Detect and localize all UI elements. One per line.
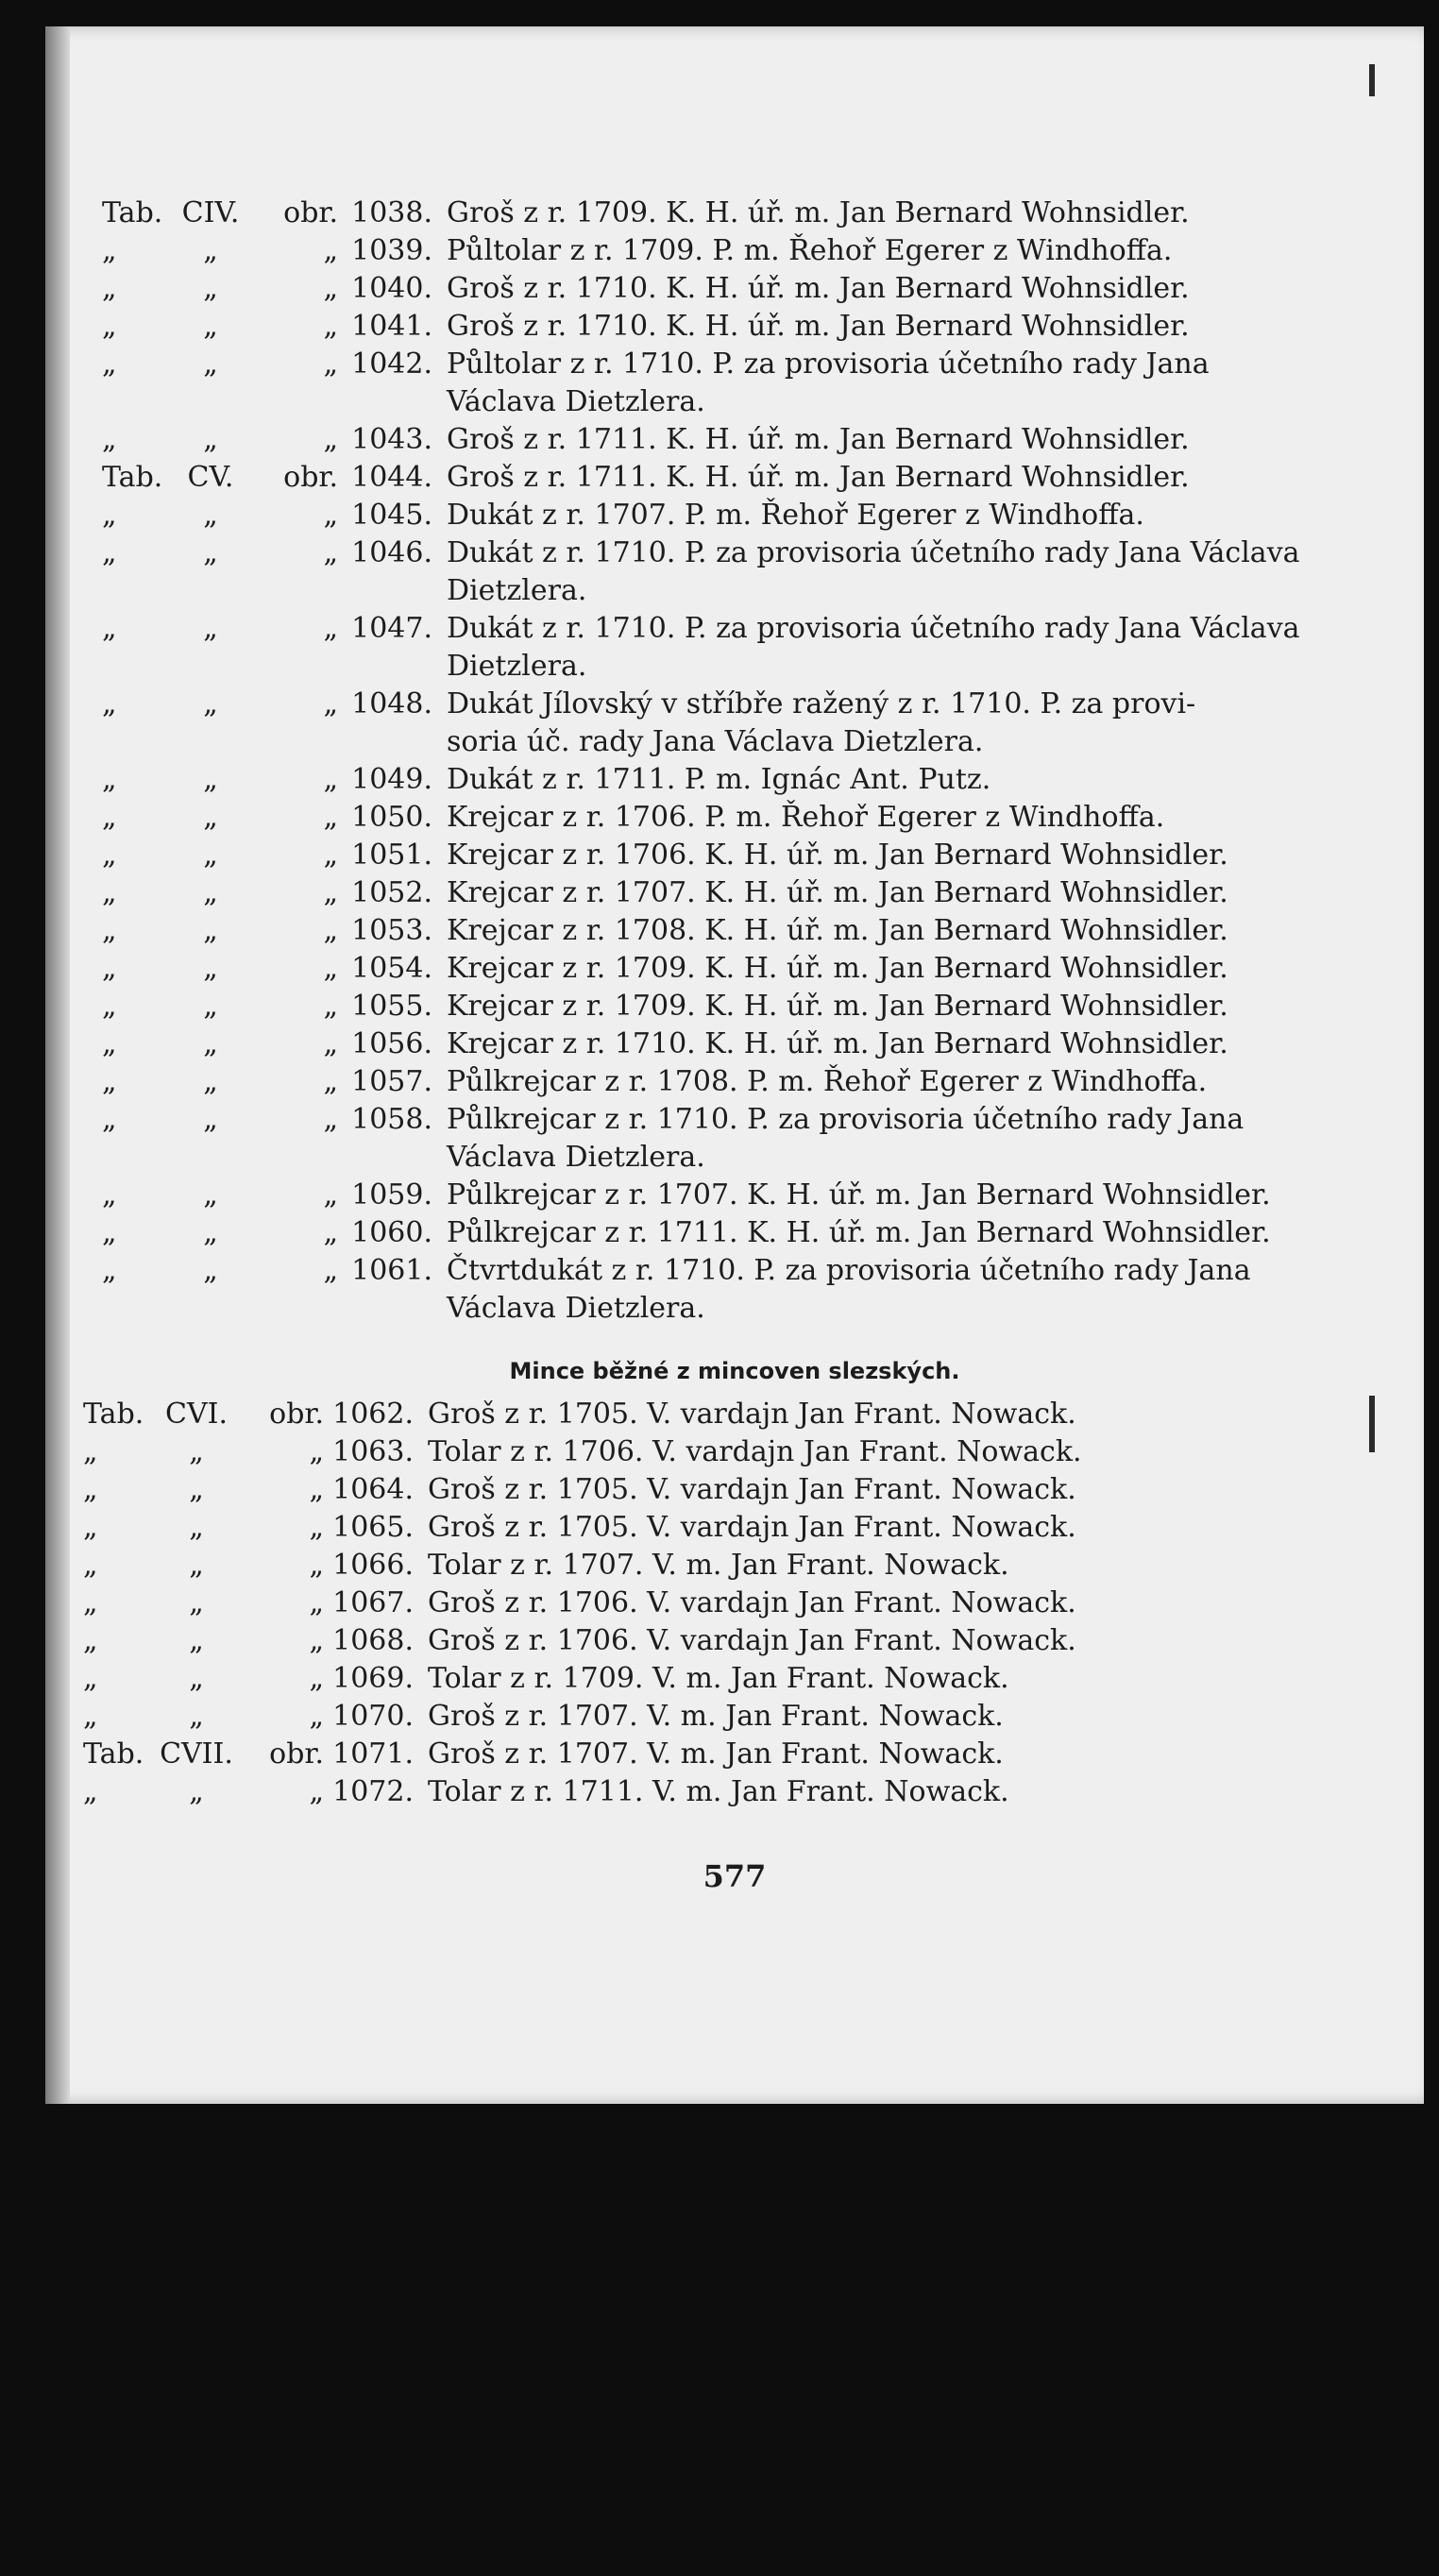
entry-description: Půltolar z r. 1710. P. za provisoria účetního rady Jana <box>447 347 1210 381</box>
plate-prefix: „ <box>102 1065 117 1098</box>
plate-prefix: „ <box>102 1027 117 1060</box>
entry-number: 1051. <box>351 839 432 872</box>
catalog-entry <box>45 1698 1424 1736</box>
catalog-entry <box>45 195 1424 232</box>
catalog-entry <box>45 1547 1424 1585</box>
plate-number: „ <box>203 310 218 343</box>
side-label: „ <box>323 310 338 343</box>
catalog-entry <box>45 421 1424 459</box>
plate-number: „ <box>203 876 218 909</box>
plate-number: „ <box>203 499 218 532</box>
entry-number: 1053. <box>351 914 432 947</box>
catalog-entry <box>45 874 1424 912</box>
plate-prefix: „ <box>102 423 117 456</box>
entry-description: Groš z r. 1705. V. vardajn Jan Frant. Nowack. <box>428 1398 1076 1431</box>
catalog-entry <box>45 761 1424 799</box>
side-label: „ <box>323 687 338 720</box>
catalog-entry <box>45 610 1424 686</box>
entry-number: 1045. <box>351 499 432 532</box>
entry-number: 1038. <box>351 196 432 229</box>
side-label: „ <box>323 499 338 532</box>
entry-description-continued: Dietzlera. <box>447 650 587 683</box>
entry-number: 1058. <box>351 1103 432 1136</box>
entry-number: 1069. <box>332 1662 414 1695</box>
catalog-entry <box>45 534 1424 610</box>
plate-number: „ <box>189 1700 204 1733</box>
plate-number: „ <box>203 952 218 985</box>
entry-description: Groš z r. 1706. V. vardajn Jan Frant. Nowack. <box>428 1624 1076 1657</box>
entry-description: Krejcar z r. 1707. K. H. úř. m. Jan Bernard Wohnsidler. <box>447 876 1228 909</box>
catalog-entry <box>45 1396 1424 1433</box>
plate-prefix: „ <box>83 1624 98 1657</box>
entry-description: Groš z r. 1706. V. vardajn Jan Frant. Nowack. <box>428 1586 1076 1619</box>
catalog-entry <box>45 459 1424 497</box>
entry-description: Tolar z r. 1706. V. vardajn Jan Frant. Nowack. <box>428 1435 1082 1468</box>
catalog-entry <box>45 686 1424 761</box>
entry-description: Krejcar z r. 1708. K. H. úř. m. Jan Bernard Wohnsidler. <box>447 914 1228 947</box>
entry-description: Groš z r. 1710. K. H. úř. m. Jan Bernard Wohnsidler. <box>447 272 1190 305</box>
side-label: obr. <box>269 1398 324 1431</box>
entry-number: 1059. <box>351 1178 432 1212</box>
section-heading: Mince běžné z mincoven slezských. <box>509 1358 960 1384</box>
plate-prefix: „ <box>83 1586 98 1619</box>
entry-number: 1065. <box>332 1511 414 1544</box>
side-label: „ <box>309 1775 324 1808</box>
plate-number: „ <box>203 763 218 796</box>
side-label: „ <box>323 234 338 267</box>
entry-number: 1067. <box>332 1586 414 1619</box>
side-label: „ <box>323 801 338 834</box>
plate-prefix: „ <box>102 310 117 343</box>
catalog-entry <box>45 799 1424 837</box>
plate-number: „ <box>189 1662 204 1695</box>
plate-prefix: „ <box>83 1700 98 1733</box>
entry-description: Dukát z r. 1710. P. za provisoria účetního rady Jana Václava <box>447 536 1300 569</box>
catalog-entry <box>45 912 1424 950</box>
side-label: „ <box>309 1586 324 1619</box>
plate-prefix: „ <box>102 914 117 947</box>
plate-prefix: Tab. <box>102 461 163 494</box>
catalog-entry <box>45 1063 1424 1101</box>
catalog-entry <box>45 1585 1424 1622</box>
catalog-entry <box>45 1025 1424 1063</box>
side-label: „ <box>323 990 338 1023</box>
side-label: „ <box>323 839 338 872</box>
entry-description-continued: Dietzlera. <box>447 574 587 607</box>
scan-edge-mark <box>1369 64 1375 96</box>
catalog-entry <box>45 1214 1424 1252</box>
plate-number: „ <box>203 612 218 645</box>
plate-prefix: „ <box>83 1549 98 1582</box>
plate-prefix: „ <box>83 1473 98 1506</box>
side-label: „ <box>323 1065 338 1098</box>
plate-prefix: „ <box>102 801 117 834</box>
entry-number: 1061. <box>351 1254 432 1287</box>
plate-number: „ <box>189 1624 204 1657</box>
side-label: obr. <box>283 196 338 229</box>
plate-number: „ <box>203 1178 218 1212</box>
plate-number: CIV. <box>181 196 240 229</box>
entry-number: 1040. <box>351 272 432 305</box>
plate-prefix: „ <box>102 536 117 569</box>
side-label: obr. <box>269 1737 324 1771</box>
entry-description: Dukát Jílovský v stříbře ražený z r. 1710. P. za provi- <box>447 687 1196 720</box>
entry-description-continued: Václava Dietzlera. <box>447 1141 705 1174</box>
entry-description: Groš z r. 1707. V. m. Jan Frant. Nowack. <box>428 1700 1004 1733</box>
plate-prefix: „ <box>83 1775 98 1808</box>
plate-number: „ <box>189 1775 204 1808</box>
entry-number: 1049. <box>351 763 432 796</box>
catalog-entries-prague <box>45 195 1424 1375</box>
side-label: „ <box>323 536 338 569</box>
side-label: „ <box>309 1435 324 1468</box>
entry-description-continued: Václava Dietzlera. <box>447 1292 705 1325</box>
catalog-entry <box>45 1509 1424 1547</box>
entry-description: Dukát z r. 1707. P. m. Řehoř Egerer z Windhoffa. <box>447 499 1144 532</box>
entry-description: Krejcar z r. 1706. K. H. úř. m. Jan Bernard Wohnsidler. <box>447 839 1228 872</box>
plate-number: „ <box>203 1027 218 1060</box>
entry-description-continued: Václava Dietzlera. <box>447 385 705 418</box>
plate-number: „ <box>203 1216 218 1249</box>
catalog-entry <box>45 988 1424 1025</box>
side-label: „ <box>323 612 338 645</box>
plate-number: „ <box>189 1511 204 1544</box>
plate-number: „ <box>189 1586 204 1619</box>
side-label: „ <box>323 1103 338 1136</box>
entry-number: 1063. <box>332 1435 414 1468</box>
plate-prefix: Tab. <box>83 1398 144 1431</box>
plate-number: „ <box>203 990 218 1023</box>
catalog-entry <box>45 1471 1424 1509</box>
entry-description: Půlkrejcar z r. 1708. P. m. Řehoř Egerer z Windhoffa. <box>447 1065 1208 1098</box>
plate-number: „ <box>203 272 218 305</box>
catalog-entry <box>45 232 1424 270</box>
side-label: „ <box>309 1511 324 1544</box>
plate-number: „ <box>203 801 218 834</box>
plate-prefix: „ <box>102 839 117 872</box>
page-number: 577 <box>703 1858 767 1894</box>
catalog-entry <box>45 1177 1424 1214</box>
side-label: „ <box>323 914 338 947</box>
entry-number: 1062. <box>332 1398 414 1431</box>
entry-description: Půlkrejcar z r. 1710. P. za provisoria účetního rady Jana <box>447 1103 1244 1136</box>
plate-number: „ <box>203 839 218 872</box>
plate-number: CVI. <box>164 1398 228 1431</box>
side-label: obr. <box>283 461 338 494</box>
side-label: „ <box>309 1473 324 1506</box>
entry-description: Dukát z r. 1711. P. m. Ignác Ant. Putz. <box>447 763 991 796</box>
side-label: „ <box>323 347 338 381</box>
entry-description: Tolar z r. 1709. V. m. Jan Frant. Nowack. <box>428 1662 1009 1695</box>
entry-number: 1047. <box>351 612 432 645</box>
side-label: „ <box>309 1549 324 1582</box>
plate-prefix: Tab. <box>83 1737 144 1771</box>
side-label: „ <box>323 1178 338 1212</box>
entry-number: 1042. <box>351 347 432 381</box>
plate-prefix: „ <box>102 990 117 1023</box>
entry-description: Půltolar z r. 1709. P. m. Řehoř Egerer z Windhoffa. <box>447 234 1173 267</box>
side-label: „ <box>309 1662 324 1695</box>
entry-description: Groš z r. 1705. V. vardajn Jan Frant. Nowack. <box>428 1511 1076 1544</box>
entry-number: 1057. <box>351 1065 432 1098</box>
catalog-entry <box>45 1773 1424 1811</box>
document-page <box>45 26 1424 2104</box>
side-label: „ <box>309 1624 324 1657</box>
plate-prefix: „ <box>83 1511 98 1544</box>
entry-number: 1041. <box>351 310 432 343</box>
plate-prefix: „ <box>102 1103 117 1136</box>
plate-number: „ <box>203 1254 218 1287</box>
catalog-entry <box>45 1660 1424 1698</box>
entry-description: Groš z r. 1710. K. H. úř. m. Jan Bernard Wohnsidler. <box>447 310 1190 343</box>
plate-number: „ <box>203 914 218 947</box>
side-label: „ <box>323 876 338 909</box>
catalog-entry <box>45 837 1424 874</box>
plate-prefix: Tab. <box>102 196 163 229</box>
entry-number: 1056. <box>351 1027 432 1060</box>
side-label: „ <box>323 1216 338 1249</box>
entry-description: Půlkrejcar z r. 1711. K. H. úř. m. Jan Bernard Wohnsidler. <box>447 1216 1271 1249</box>
entry-description: Krejcar z r. 1709. K. H. úř. m. Jan Bernard Wohnsidler. <box>447 952 1228 985</box>
entry-number: 1054. <box>351 952 432 985</box>
entry-description-continued: soria úč. rady Jana Václava Dietzlera. <box>447 725 984 758</box>
entry-number: 1066. <box>332 1549 414 1582</box>
plate-number: „ <box>189 1473 204 1506</box>
catalog-entry <box>45 346 1424 421</box>
entry-description: Půlkrejcar z r. 1707. K. H. úř. m. Jan Bernard Wohnsidler. <box>447 1178 1271 1212</box>
entry-description: Krejcar z r. 1706. P. m. Řehoř Egerer z Windhoffa. <box>447 801 1165 834</box>
entry-number: 1039. <box>351 234 432 267</box>
entry-number: 1071. <box>332 1737 414 1771</box>
plate-number: „ <box>189 1549 204 1582</box>
entry-description: Groš z r. 1709. K. H. úř. m. Jan Bernard Wohnsidler. <box>447 196 1190 229</box>
entry-description: Dukát z r. 1710. P. za provisoria účetního rady Jana Václava <box>447 612 1300 645</box>
entry-description: Groš z r. 1711. K. H. úř. m. Jan Bernard Wohnsidler. <box>447 423 1190 456</box>
plate-prefix: „ <box>102 763 117 796</box>
entry-description: Krejcar z r. 1710. K. H. úř. m. Jan Bernard Wohnsidler. <box>447 1027 1228 1060</box>
entry-description: Čtvrtdukát z r. 1710. P. za provisoria účetního rady Jana <box>447 1254 1251 1287</box>
plate-prefix: „ <box>102 1216 117 1249</box>
entry-number: 1050. <box>351 801 432 834</box>
catalog-entry <box>45 1252 1424 1328</box>
entry-number: 1064. <box>332 1473 414 1506</box>
catalog-entry <box>45 950 1424 988</box>
side-label: „ <box>323 952 338 985</box>
entry-number: 1052. <box>351 876 432 909</box>
plate-number: CV. <box>187 461 234 494</box>
entry-number: 1060. <box>351 1216 432 1249</box>
plate-prefix: „ <box>83 1435 98 1468</box>
entry-number: 1043. <box>351 423 432 456</box>
catalog-entry <box>45 497 1424 534</box>
catalog-entry <box>45 270 1424 308</box>
catalog-entries-silesia <box>45 1396 1424 2576</box>
entry-description: Krejcar z r. 1709. K. H. úř. m. Jan Bernard Wohnsidler. <box>447 990 1228 1023</box>
plate-prefix: „ <box>102 234 117 267</box>
side-label: „ <box>309 1700 324 1733</box>
entry-number: 1068. <box>332 1624 414 1657</box>
entry-number: 1048. <box>351 687 432 720</box>
entry-description: Groš z r. 1705. V. vardajn Jan Frant. Nowack. <box>428 1473 1076 1506</box>
plate-prefix: „ <box>102 1254 117 1287</box>
plate-prefix: „ <box>102 499 117 532</box>
plate-prefix: „ <box>83 1662 98 1695</box>
plate-number: „ <box>203 1103 218 1136</box>
plate-prefix: „ <box>102 612 117 645</box>
entry-number: 1072. <box>332 1775 414 1808</box>
entry-description: Groš z r. 1711. K. H. úř. m. Jan Bernard Wohnsidler. <box>447 461 1190 494</box>
side-label: „ <box>323 423 338 456</box>
side-label: „ <box>323 1254 338 1287</box>
plate-prefix: „ <box>102 347 117 381</box>
side-label: „ <box>323 1027 338 1060</box>
plate-number: „ <box>203 536 218 569</box>
catalog-entry <box>45 1622 1424 1660</box>
plate-prefix: „ <box>102 876 117 909</box>
catalog-entry <box>45 1736 1424 1773</box>
plate-number: „ <box>203 423 218 456</box>
plate-prefix: „ <box>102 272 117 305</box>
catalog-entry <box>45 308 1424 346</box>
entry-description: Groš z r. 1707. V. m. Jan Frant. Nowack. <box>428 1737 1004 1771</box>
catalog-entry <box>45 1433 1424 1471</box>
side-label: „ <box>323 272 338 305</box>
catalog-entry <box>45 1101 1424 1177</box>
entry-number: 1046. <box>351 536 432 569</box>
plate-number: „ <box>203 687 218 720</box>
plate-prefix: „ <box>102 952 117 985</box>
entry-description: Tolar z r. 1711. V. m. Jan Frant. Nowack. <box>428 1775 1009 1808</box>
plate-number: „ <box>189 1435 204 1468</box>
entry-number: 1055. <box>351 990 432 1023</box>
plate-number: „ <box>203 234 218 267</box>
entry-number: 1070. <box>332 1700 414 1733</box>
plate-prefix: „ <box>102 1178 117 1212</box>
entry-description: Tolar z r. 1707. V. m. Jan Frant. Nowack. <box>428 1549 1009 1582</box>
plate-number: CVII. <box>160 1737 233 1771</box>
side-label: „ <box>323 763 338 796</box>
plate-prefix: „ <box>102 687 117 720</box>
plate-number: „ <box>203 347 218 381</box>
entry-number: 1044. <box>351 461 432 494</box>
plate-number: „ <box>203 1065 218 1098</box>
